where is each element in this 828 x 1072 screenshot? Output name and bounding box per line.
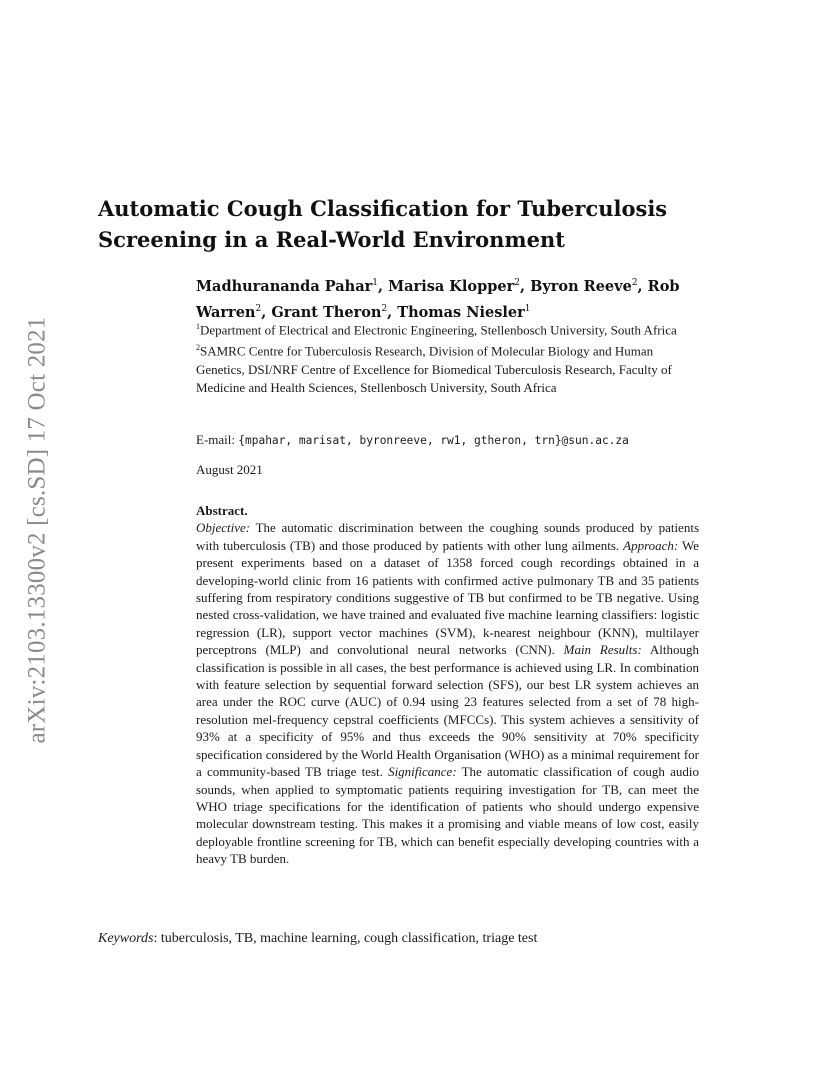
- author-name: Grant Theron: [271, 303, 382, 321]
- affiliation-item: [196, 339, 702, 396]
- paper-title: Automatic Cough Classification for Tuberculosis Screening in a Real-World Environment: [98, 196, 668, 252]
- author-affiliation-mark: 2: [255, 303, 262, 314]
- abstract-heading: Abstract.: [196, 503, 248, 518]
- author-name: Thomas Niesler: [397, 303, 525, 321]
- author-separator: ,: [378, 277, 389, 295]
- keywords-label: Keywords: [98, 931, 154, 946]
- author-list: [196, 272, 706, 324]
- author-affiliation-mark: 1: [524, 303, 531, 314]
- author-name: Byron Reeve: [530, 277, 632, 295]
- author-separator: ,: [261, 303, 272, 321]
- significance-text: The automatic classification of cough audio sounds, when applied to symptomatic patients requiring investigation for TB, can meet the WHO triage specifications for the identification of patients who should undergo expensive molecular downstream testing. This makes it a promising and viable means of low cost, easily deployable frontline screening for TB, which can benefit especially developing countries with a heavy TB burden.: [196, 764, 699, 867]
- author-separator: ,: [637, 277, 648, 295]
- author-affiliation-mark: 1: [372, 278, 378, 288]
- author-separator: ,: [519, 277, 531, 295]
- affiliation-list: [196, 318, 702, 397]
- arxiv-identifier-stamp: [14, 300, 60, 760]
- affiliation-mark: 1: [196, 322, 200, 331]
- approach-label: Approach:: [623, 537, 679, 553]
- significance-label: Significance:: [388, 764, 457, 780]
- email-addresses: {mpahar, marisat, byronreeve, rw1, gtheron, trn}@sun.ac.za: [238, 434, 629, 447]
- results-label: Main Results:: [563, 642, 642, 658]
- email-line: [196, 432, 629, 448]
- author-affiliation-mark: 2: [631, 278, 638, 288]
- author-name: Rob Warren: [196, 277, 680, 321]
- abstract: [196, 502, 699, 868]
- results-text: Although classification is possible in all cases, the best performance is achieved using LR. In combination with feature selection by sequential forward selection (SFS), our best LR system achieves an area under the ROC curve (AUC) of 0.94 using 23 features selected from a set of 78 high-resolution mel-frequency cepstral coefficients (MFCCs). This system achieves a sensitivity of 93% at a specificity of 95% and thus exceeds the 90% sensitivity at 70% specificity specification considered by the World Health Organisation (WHO) as a minimal requirement for a community-based TB triage test.: [196, 642, 699, 780]
- objective-text: The automatic discrimination between the coughing sounds produced by patients with tuberculosis (TB) and those produced by patients with other lung ailments.: [196, 520, 699, 553]
- keywords-text: : tuberculosis, TB, machine learning, cough classification, triage test: [153, 931, 538, 946]
- affiliation-text: Department of Electrical and Electronic Engineering, Stellenbosch University, South Africa: [200, 322, 677, 338]
- affiliation-item: [196, 318, 702, 339]
- author-affiliation-mark: 2: [514, 278, 520, 288]
- arxiv-identifier: arXiv:2103.13300v2 [cs.SD] 17 Oct 2021: [23, 316, 50, 744]
- author-affiliation-mark: 2: [381, 303, 388, 314]
- author-name: Madhurananda Pahar: [196, 277, 373, 295]
- approach-text: We present experiments based on a dataset of 1358 forced cough recordings obtained in a developing-world clinic from 16 patients with confirmed active pulmonary TB and 35 patients suffering from respiratory conditions suggestive of TB but confirmed to be TB negative. Using nested cross-validation, we have trained and evaluated five machine learning classifiers: logistic regression (LR), support vector machines (SVM), k-nearest neighbour (KNN), multilayer perceptrons (MLP) and convolutional neural networks (CNN).: [196, 537, 700, 658]
- author-name: Marisa Klopper: [388, 277, 515, 295]
- author-separator: ,: [387, 303, 398, 321]
- objective-label: Objective:: [196, 520, 251, 536]
- email-label: E-mail:: [196, 432, 239, 447]
- affiliation-mark: 2: [196, 343, 200, 353]
- keywords: [98, 931, 718, 947]
- publication-date: August 2021: [196, 462, 263, 477]
- affiliation-text: SAMRC Centre for Tuberculosis Research, Division of Molecular Biology and Human Genetics, DSI/NRF Centre of Excellence for Biomedical Tuberculosis Research, Faculty of Medicine and Health Sciences, Stellenbosch University, South Africa: [196, 343, 672, 395]
